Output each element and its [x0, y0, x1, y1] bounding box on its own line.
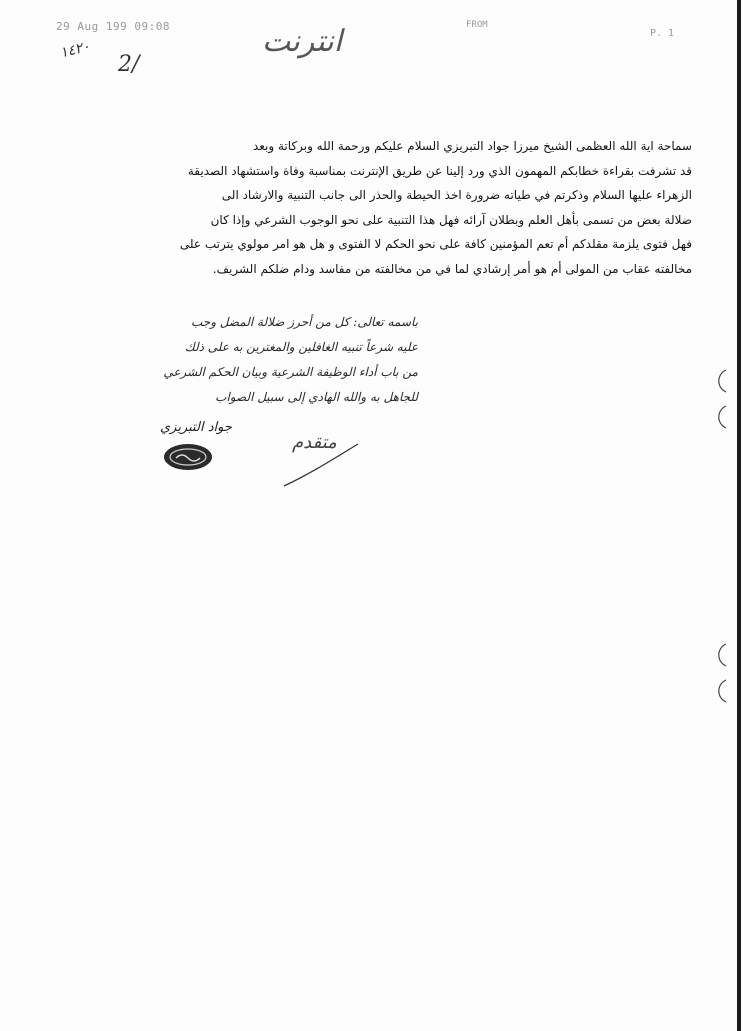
signature-stroke — [280, 440, 360, 490]
fax-page-number: P. 1 — [650, 28, 675, 39]
fax-date-time: 29 Aug 199 09:08 — [56, 20, 170, 33]
signature-name: جواد التبريزي — [160, 420, 232, 435]
answer-line: باسمه تعالى: كل من أحرز ضلالة المضل وجب — [191, 315, 418, 329]
letter-body — [100, 134, 692, 281]
answer-line: من باب أداء الوظيفة الشرعية وبيان الحكم الشرعي — [163, 365, 418, 379]
punch-hole-icon — [704, 640, 734, 670]
fax-header — [0, 14, 750, 39]
letter-line: الزهراء عليها السلام وذكرتم في طياته ضرورة اخذ الحيطة والحذر الى جانب التنبية والارشاد الى — [221, 188, 692, 202]
seal-stamp — [162, 442, 214, 472]
letter-line: فهل فتوى يلزمة مقلدكم أم تعم المؤمنين كافة على نحو الحكم لا الفتوى و هل هو امر مولوي يترتب على — [179, 237, 692, 251]
handwritten-answer — [118, 310, 418, 410]
punch-hole-icon — [704, 366, 734, 396]
page-edge-border — [737, 0, 741, 1031]
fax-from-label: FROM — [466, 20, 488, 30]
handwritten-title: انترنت — [262, 24, 343, 59]
handwritten-number: 2/ — [118, 52, 140, 77]
handwritten-note: ١٤٢٠ — [58, 38, 92, 62]
signature-mutaqaddam: متقدم — [292, 432, 337, 453]
answer-line: للجاهل به والله الهادي إلى سبيل الصواب — [215, 390, 418, 404]
punch-hole-icon — [704, 676, 734, 706]
letter-line: قد تشرفت بقراءة خطابكم المهمون الذي ورد إلينا عن طريق الإنترنت بمناسبة وفاة واستشهاد الصديقة — [187, 163, 692, 178]
answer-line: عليه شرعاً تنبيه الغافلين والمغترين به على ذلك — [184, 340, 418, 354]
letter-line: ضلالة بعض من تسمى بأهل العلم وبطلان آرائه فهل هذا التنبية على نحو الوجوب الشرعي وإذا كان — [210, 212, 692, 227]
punch-hole-icon — [704, 402, 734, 432]
letter-line: مخالفته عقاب من المولى أم هو أمر إرشادي لما في من مخالفته من مفاسد ودام ضلكم الشريف. — [212, 261, 692, 276]
letter-line: سماحة اية الله العظمى الشيخ ميرزا جواد التبريزي السلام عليكم ورحمة الله وبركاتة وبعد — [252, 139, 692, 153]
